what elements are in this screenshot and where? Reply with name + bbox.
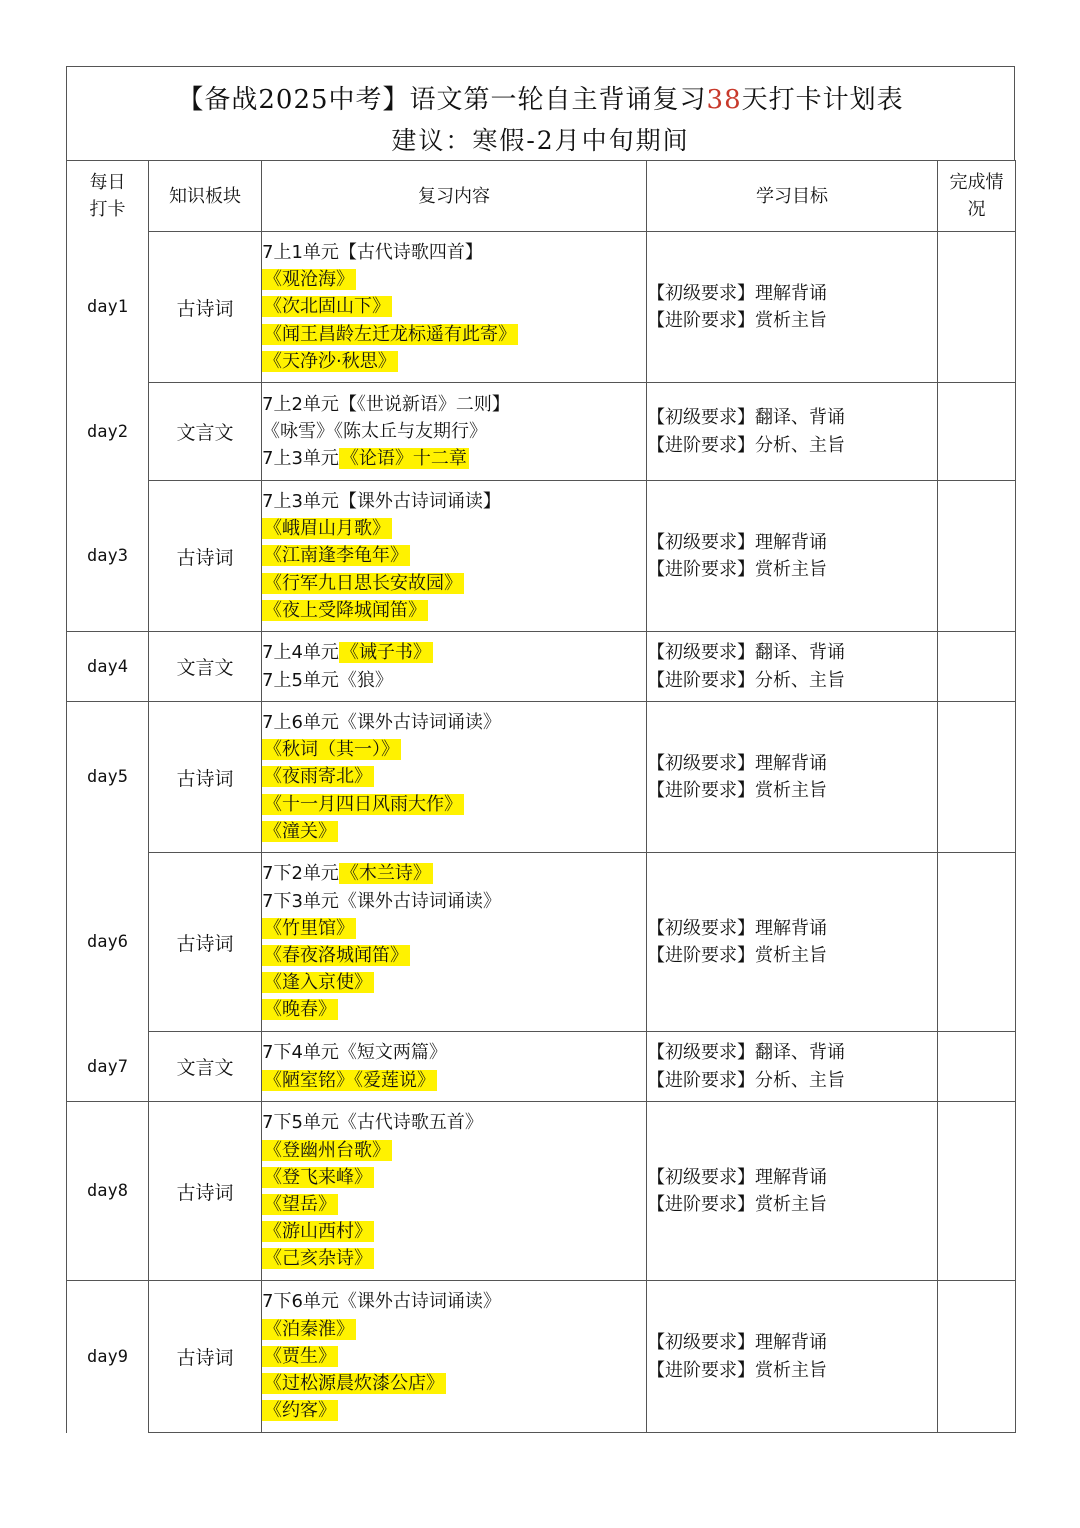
goal-basic: 【初级要求】理解背诵 — [647, 917, 827, 939]
content-line — [262, 996, 646, 1023]
content-cell — [262, 702, 647, 853]
content-text: 7上4单元 — [262, 642, 339, 664]
content-line — [262, 1191, 646, 1218]
category-cell: 文言文 — [149, 383, 262, 481]
content-line — [262, 1039, 646, 1066]
goal-advanced: 【进阶要求】赏析主旨 — [647, 559, 827, 580]
content-line — [262, 515, 646, 542]
header-goal: 学习目标 — [647, 161, 938, 232]
status-cell[interactable] — [938, 232, 1016, 383]
category-cell: 古诗词 — [149, 853, 262, 1032]
content-text: 7下2单元 — [262, 863, 339, 885]
content-text: 7下4单元《短文两篇》 — [262, 1042, 447, 1064]
content-line — [262, 293, 646, 320]
content-line — [262, 1370, 646, 1397]
goal-basic: 【初级要求】翻译、背诵 — [647, 642, 845, 664]
content-line — [262, 488, 646, 515]
table-row — [67, 1102, 1016, 1281]
content-line — [262, 1288, 646, 1315]
content-text: 7上6单元《课外古诗词诵读》 — [262, 711, 501, 733]
content-cell — [262, 383, 647, 481]
content-line — [262, 1109, 646, 1136]
highlighted-title: 《登幽州台歌》 — [264, 1139, 390, 1161]
status-cell[interactable] — [938, 1102, 1016, 1281]
header-content: 复习内容 — [262, 161, 647, 232]
content-text: 7上2单元【《世说新语》二则】 — [262, 393, 510, 415]
status-cell[interactable] — [938, 853, 1016, 1032]
category-cell: 古诗词 — [149, 702, 262, 853]
content-text: 7下5单元《古代诗歌五首》 — [262, 1112, 483, 1134]
page-title — [67, 79, 1014, 116]
goal-cell — [647, 1102, 938, 1281]
table-row — [67, 632, 1016, 702]
day-cell: day8 — [67, 1102, 149, 1281]
highlighted-title: 《论语》十二章 — [340, 448, 467, 470]
goal-advanced: 【进阶要求】分析、主旨 — [647, 434, 845, 456]
status-cell[interactable] — [938, 632, 1016, 702]
status-cell[interactable] — [938, 383, 1016, 481]
header-day — [67, 161, 149, 232]
content-line — [262, 1067, 646, 1094]
goal-cell — [647, 702, 938, 853]
category-cell: 古诗词 — [149, 481, 262, 632]
header-row — [67, 161, 1016, 232]
content-line — [262, 445, 646, 472]
goal-cell — [647, 383, 938, 481]
highlighted-title: 《春夜洛城闻笛》 — [264, 945, 408, 966]
content-text: 7上5单元《狼》 — [262, 669, 393, 691]
category-cell: 古诗词 — [149, 1281, 262, 1433]
category-cell: 古诗词 — [149, 232, 262, 383]
content-line — [262, 736, 646, 763]
content-line — [262, 1343, 646, 1370]
content-text: 7上3单元 — [262, 448, 339, 470]
highlighted-title: 《游山西村》 — [264, 1221, 372, 1243]
day-cell: day7 — [67, 1032, 149, 1102]
header-status — [938, 161, 1016, 232]
highlighted-title: 《约客》 — [264, 1400, 336, 1422]
content-cell — [262, 232, 647, 383]
content-cell — [262, 632, 647, 702]
status-cell[interactable] — [938, 1032, 1016, 1102]
content-line — [262, 1397, 646, 1424]
status-cell[interactable] — [938, 1281, 1016, 1433]
highlighted-title: 《泊秦淮》 — [264, 1318, 354, 1340]
status-cell[interactable] — [938, 481, 1016, 632]
content-cell — [262, 1281, 647, 1433]
title-text-part1: 【备战2025中考】语文第一轮自主背诵复习 — [177, 85, 707, 115]
content-line — [262, 667, 646, 694]
day-cell: day3 — [67, 481, 149, 632]
highlighted-title: 《秋词（其一）》 — [264, 739, 399, 761]
highlighted-title: 《望岳》 — [264, 1194, 336, 1215]
content-cell — [262, 481, 647, 632]
content-text: 7下6单元《课外古诗词诵读》 — [262, 1291, 501, 1313]
goal-basic: 【初级要求】翻译、背诵 — [647, 1042, 845, 1064]
category-cell: 古诗词 — [149, 1102, 262, 1281]
header-status-line1: 完成情 — [949, 172, 1004, 193]
content-cell — [262, 1032, 647, 1102]
goal-advanced: 【进阶要求】分析、主旨 — [647, 669, 845, 691]
content-line — [262, 860, 646, 887]
day-cell: day1 — [67, 232, 149, 383]
status-cell[interactable] — [938, 702, 1016, 853]
highlighted-title: 《陋室铭》《爱莲说》 — [264, 1069, 435, 1091]
goal-advanced: 【进阶要求】赏析主旨 — [647, 1194, 827, 1215]
plan-sheet — [66, 66, 1015, 1431]
plan-table — [66, 160, 1016, 1433]
day-cell: day2 — [67, 383, 149, 481]
content-line — [262, 1164, 646, 1191]
highlighted-title: 《登飞来峰》 — [264, 1166, 372, 1188]
highlighted-title: 《江南逢李龟年》 — [264, 545, 408, 567]
goal-cell — [647, 1032, 938, 1102]
highlighted-title: 《十一月四日风雨大作》 — [264, 793, 462, 815]
content-line — [262, 570, 646, 597]
highlighted-title: 《次北固山下》 — [264, 296, 390, 318]
day-cell: day4 — [67, 632, 149, 702]
content-line — [262, 1218, 646, 1245]
highlighted-title: 《潼关》 — [264, 820, 336, 842]
goal-cell — [647, 853, 938, 1032]
goal-basic: 【初级要求】理解背诵 — [647, 752, 827, 774]
content-line — [262, 418, 646, 445]
content-line — [262, 639, 646, 666]
goal-basic: 【初级要求】翻译、背诵 — [647, 407, 845, 429]
title-days-count: 38 — [706, 85, 742, 115]
content-line — [262, 791, 646, 818]
day-cell: day6 — [67, 853, 149, 1032]
goal-advanced: 【进阶要求】赏析主旨 — [647, 780, 827, 801]
content-line — [262, 321, 646, 348]
header-status-line2: 况 — [967, 199, 986, 220]
goal-advanced: 【进阶要求】赏析主旨 — [647, 945, 827, 966]
table-row — [67, 1032, 1016, 1102]
title-block — [66, 66, 1015, 161]
highlighted-title: 《己亥杂诗》 — [264, 1248, 372, 1270]
header-day-line1: 每日 — [89, 172, 126, 193]
content-line — [262, 1316, 646, 1343]
content-text: 《咏雪》《陈太丘与友期行》 — [262, 420, 487, 442]
content-line — [262, 969, 646, 996]
goal-basic: 【初级要求】理解背诵 — [647, 1332, 827, 1354]
content-line — [262, 239, 646, 266]
goal-basic: 【初级要求】理解背诵 — [647, 282, 827, 304]
content-line — [262, 888, 646, 915]
table-row — [67, 232, 1016, 383]
highlighted-title: 《天净沙·秋思》 — [264, 350, 396, 372]
highlighted-title: 《木兰诗》 — [340, 863, 431, 885]
content-line — [262, 709, 646, 736]
content-line — [262, 266, 646, 293]
table-row — [67, 702, 1016, 853]
goal-cell — [647, 232, 938, 383]
highlighted-title: 《闻王昌龄左迁龙标遥有此寄》 — [264, 323, 516, 345]
content-text: 7下3单元《课外古诗词诵读》 — [262, 890, 501, 912]
highlighted-title: 《贾生》 — [264, 1345, 336, 1367]
header-day-line2: 打卡 — [89, 199, 126, 220]
content-line — [262, 542, 646, 569]
highlighted-title: 《过松源晨炊漆公店》 — [264, 1373, 444, 1395]
content-line — [262, 915, 646, 942]
content-line — [262, 942, 646, 969]
content-cell — [262, 853, 647, 1032]
day-cell: day9 — [67, 1281, 149, 1433]
highlighted-title: 《夜雨寄北》 — [264, 766, 372, 788]
content-line — [262, 391, 646, 418]
goal-cell — [647, 1281, 938, 1433]
content-line — [262, 1137, 646, 1164]
content-line — [262, 818, 646, 845]
goal-cell — [647, 632, 938, 702]
page-subtitle: 建议：寒假-2月中旬期间 — [391, 126, 690, 155]
table-row — [67, 383, 1016, 481]
goal-advanced: 【进阶要求】赏析主旨 — [647, 1359, 827, 1381]
highlighted-title: 《观沧海》 — [264, 269, 354, 291]
content-line — [262, 348, 646, 375]
header-category: 知识板块 — [149, 161, 262, 232]
highlighted-title: 《行军九日思长安故园》 — [264, 572, 462, 594]
content-text: 7上3单元【课外古诗词诵读】 — [262, 490, 501, 512]
goal-basic: 【初级要求】理解背诵 — [647, 531, 827, 553]
highlighted-title: 《夜上受降城闻笛》 — [264, 599, 426, 621]
category-cell: 文言文 — [149, 632, 262, 702]
content-cell — [262, 1102, 647, 1281]
content-text: 7上1单元【古代诗歌四首】 — [262, 241, 483, 263]
highlighted-title: 《峨眉山月歌》 — [264, 518, 390, 540]
goal-advanced: 【进阶要求】赏析主旨 — [647, 310, 827, 331]
content-line — [262, 763, 646, 790]
category-cell: 文言文 — [149, 1032, 262, 1102]
highlighted-title: 《晚春》 — [264, 999, 336, 1021]
table-row — [67, 481, 1016, 632]
highlighted-title: 《逢入京使》 — [264, 972, 372, 994]
goal-cell — [647, 481, 938, 632]
goal-basic: 【初级要求】理解背诵 — [647, 1166, 827, 1188]
title-text-part2: 天打卡计划表 — [741, 85, 904, 115]
highlighted-title: 《诫子书》 — [340, 642, 431, 664]
day-cell: day5 — [67, 702, 149, 853]
content-line — [262, 597, 646, 624]
table-row — [67, 853, 1016, 1032]
highlighted-title: 《竹里馆》 — [264, 917, 354, 939]
table-row — [67, 1281, 1016, 1433]
goal-advanced: 【进阶要求】分析、主旨 — [647, 1069, 845, 1091]
content-line — [262, 1245, 646, 1272]
